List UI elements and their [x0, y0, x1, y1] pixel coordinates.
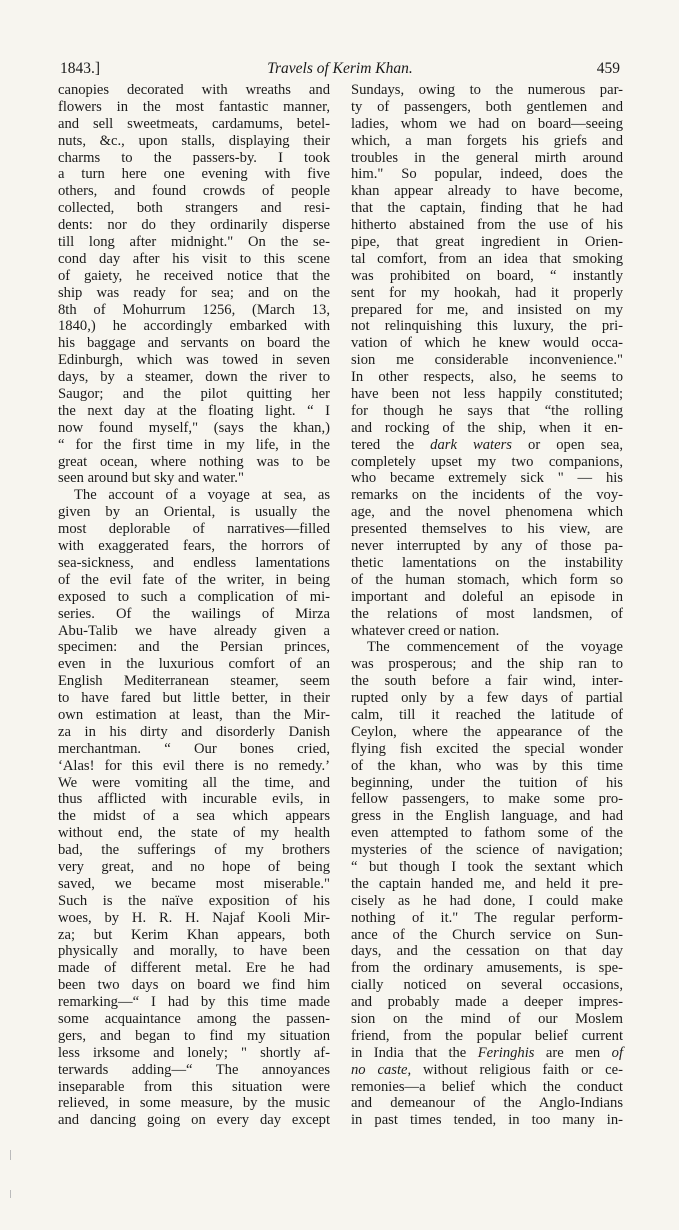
- text-span: ty of passengers, both gentlemen and: [351, 98, 623, 115]
- text-line: [58, 285, 330, 302]
- text-span: “ but though I took the sextant which: [351, 858, 623, 875]
- text-span: for though he says that “the rolling: [351, 402, 623, 419]
- text-span: without end, the state of my health: [58, 825, 330, 842]
- text-span: The account of a voyage at sea, as: [74, 487, 330, 504]
- text-span: in past times tended, in too many in-: [351, 1112, 623, 1129]
- text-line: [351, 251, 623, 268]
- text-span: of the evil fate of the writer, in being: [58, 571, 330, 588]
- italic-text: Feringhis: [477, 1044, 535, 1061]
- text-span: vation of which he knew would occa-: [351, 335, 623, 352]
- text-line: [58, 200, 330, 217]
- text-span: rupted only by a few days of partial: [351, 690, 623, 707]
- text-line: [58, 1079, 330, 1096]
- text-line: [58, 758, 330, 775]
- text-line: [58, 234, 330, 251]
- text-span: flowers in the most fantastic manner,: [58, 98, 330, 115]
- text-span: and demeanour of the Anglo-Indians: [351, 1095, 623, 1112]
- text-line: [58, 910, 330, 927]
- text-line: [58, 470, 330, 487]
- text-line: [351, 1062, 623, 1079]
- text-line: [351, 420, 623, 437]
- text-span: remonies—a belief which the conduct: [351, 1078, 623, 1095]
- text-span: nothing of it." The regular perform-: [351, 909, 623, 926]
- text-line: [58, 876, 330, 893]
- text-line: [58, 183, 330, 200]
- text-span: nuts, &c., upon stalls, displaying their: [58, 132, 330, 149]
- text-span: age, and the novel phenomena which: [351, 504, 623, 521]
- text-line: [351, 927, 623, 944]
- running-header: [60, 60, 620, 82]
- text-span: of the khan, who was by this time: [351, 757, 623, 774]
- text-line: [58, 268, 330, 285]
- text-line: [351, 454, 623, 471]
- text-line: [351, 572, 623, 589]
- text-line: [351, 116, 623, 133]
- text-line: [58, 656, 330, 673]
- text-line: [58, 893, 330, 910]
- text-line: [58, 707, 330, 724]
- text-line: [351, 437, 623, 454]
- text-line: [351, 859, 623, 876]
- text-span: his baggage and servants on board the: [58, 335, 330, 352]
- text-span: ship was ready for sea; and on the: [58, 284, 330, 301]
- text-span: collected, both strangers and resi-: [58, 200, 330, 217]
- text-line: [58, 369, 330, 386]
- text-span: prepared for me, and insisted on my: [351, 301, 623, 318]
- text-line: [351, 758, 623, 775]
- text-span: the captain handed me, and held it pre-: [351, 875, 623, 892]
- italic-text: dark waters: [430, 436, 512, 453]
- text-line: [351, 825, 623, 842]
- text-line: [58, 572, 330, 589]
- text-span: very great, and no hope of being: [58, 858, 330, 875]
- text-line: [351, 724, 623, 741]
- text-span: that the captain, finding that he had: [351, 200, 623, 217]
- text-line: [58, 741, 330, 758]
- text-line: [351, 775, 623, 792]
- text-line: [58, 82, 330, 99]
- text-span: have been not less happily constituted;: [351, 386, 623, 403]
- text-span: important and doleful an episode in: [351, 588, 623, 605]
- text-line: [351, 487, 623, 504]
- text-span: woes, by H. R. H. Najaf Kooli Mir-: [58, 909, 330, 926]
- text-line: [58, 1011, 330, 1028]
- text-line: [58, 335, 330, 352]
- text-span: hitherto abstained from the use of his: [351, 217, 623, 234]
- text-span: physically and morally, to have been: [58, 943, 330, 960]
- italic-text: of: [611, 1044, 623, 1061]
- text-span: cially noticed on several occasions,: [351, 977, 623, 994]
- text-span: great ocean, where nothing was to be: [58, 453, 330, 470]
- text-span: gers, and began to find my situation: [58, 1027, 330, 1044]
- text-span: tered the: [351, 436, 431, 453]
- text-line: [351, 589, 623, 606]
- text-span: a turn here one evening with five: [58, 166, 330, 183]
- text-line: [58, 842, 330, 859]
- text-line: [58, 927, 330, 944]
- text-line: [58, 639, 330, 656]
- text-line: [351, 673, 623, 690]
- text-span: 8th of Mohurrum 1256, (March 13,: [58, 301, 330, 318]
- text-span: za in his dirty and disorderly Danish: [58, 723, 330, 740]
- text-line: [351, 1011, 623, 1028]
- text-line: [58, 386, 330, 403]
- text-line: [58, 943, 330, 960]
- text-span: tal comfort, from an idea that smoking: [351, 250, 623, 267]
- text-span: saved, we became most miserable.": [58, 875, 330, 892]
- text-span: him." So popular, indeed, does the: [351, 166, 623, 183]
- text-span: remarking—“ I had by this time made: [58, 994, 330, 1011]
- text-span: Edinburgh, which was towed in seven: [58, 352, 330, 369]
- text-line: [58, 166, 330, 183]
- text-span: days, and the cessation on that day: [351, 943, 623, 960]
- text-line: [351, 1028, 623, 1045]
- text-span: the relations of most landsmen, of: [351, 605, 623, 622]
- text-line: [58, 437, 330, 454]
- text-line: [58, 538, 330, 555]
- text-span: made of different metal. Ere he had: [58, 960, 330, 977]
- header-year: 1843.]: [60, 60, 101, 77]
- text-span: thus afflicted with incurable evils, in: [58, 791, 330, 808]
- text-line: [351, 318, 623, 335]
- text-span: presented themselves to his view, are: [351, 521, 623, 538]
- text-span: now found myself," (says the khan,): [58, 419, 330, 436]
- text-span: completely upset my two companions,: [351, 453, 623, 470]
- text-line: [58, 825, 330, 842]
- text-span: from the ordinary amusements, is spe-: [351, 960, 623, 977]
- text-line: [351, 470, 623, 487]
- text-span: canopies decorated with wreaths and: [58, 82, 330, 98]
- text-line: [58, 521, 330, 538]
- text-line: [351, 335, 623, 352]
- text-line: [351, 521, 623, 538]
- text-line: [351, 707, 623, 724]
- text-span: cisely as he had done, I could make: [351, 892, 623, 909]
- text-span: even attempted to fathom some of the: [351, 825, 623, 842]
- text-line: [351, 302, 623, 319]
- text-line: [351, 842, 623, 859]
- text-span: exposed to such a complication of mi-: [58, 588, 330, 605]
- text-span: are men: [534, 1044, 612, 1061]
- text-span: troubles in the general mirth around: [351, 149, 623, 166]
- text-line: [58, 133, 330, 150]
- text-line: [351, 183, 623, 200]
- text-span: without religious faith or ce-: [411, 1061, 623, 1078]
- text-line: [351, 639, 623, 656]
- text-span: Such is the naïve exposition of his: [58, 892, 330, 909]
- text-span: others, and found crowds of people: [58, 183, 330, 200]
- text-line: [58, 589, 330, 606]
- text-line: [58, 318, 330, 335]
- text-span: series. Of the wailings of Mirza: [58, 605, 330, 622]
- text-line: [351, 876, 623, 893]
- text-span: pipe, that great ingredient in Orien-: [351, 234, 623, 251]
- text-line: [58, 116, 330, 133]
- text-line: [351, 386, 623, 403]
- text-line: [58, 724, 330, 741]
- text-line: [351, 960, 623, 977]
- text-line: [58, 791, 330, 808]
- text-line: [351, 369, 623, 386]
- text-line: [351, 133, 623, 150]
- text-line: [351, 504, 623, 521]
- text-span: calm, till it reached the latitude of: [351, 706, 623, 723]
- text-span: za; but Kerim Khan appears, both: [58, 926, 330, 943]
- text-span: which, a man forgets his griefs and: [351, 132, 623, 149]
- text-line: [351, 352, 623, 369]
- text-span: to have fared but little better, in their: [58, 690, 330, 707]
- text-span: fellow passengers, to make some pro-: [351, 791, 623, 808]
- text-line: [351, 234, 623, 251]
- text-line: [351, 1045, 623, 1062]
- text-line: [351, 99, 623, 116]
- text-line: [58, 150, 330, 167]
- text-span: days, by a steamer, down the river to: [58, 369, 330, 386]
- text-line: [58, 623, 330, 640]
- text-span: in India that the: [351, 1044, 478, 1061]
- text-span: terwards adding—“ The annoyances: [58, 1061, 330, 1078]
- left-column: [58, 82, 330, 1129]
- text-line: [58, 504, 330, 521]
- text-span: flying fish excited the special wonder: [351, 740, 623, 757]
- text-span: Saugor; and the pilot quitting her: [58, 386, 330, 403]
- text-span: was prosperous; and the ship ran to: [351, 656, 623, 673]
- text-line: [58, 302, 330, 319]
- text-line: [351, 200, 623, 217]
- text-line: [351, 977, 623, 994]
- text-span: and dancing going on every day except: [58, 1112, 330, 1129]
- text-line: [351, 1112, 623, 1129]
- text-line: [351, 791, 623, 808]
- text-span: the south before a fair wind, inter-: [351, 673, 623, 690]
- text-span: English Mediterranean steamer, seem: [58, 673, 330, 690]
- text-line: [351, 656, 623, 673]
- text-span: even in the luxurious comfort of an: [58, 656, 330, 673]
- text-span: own estimation at least, than the Mir-: [58, 706, 330, 723]
- text-line: [58, 1062, 330, 1079]
- text-line: [58, 606, 330, 623]
- text-span: of the human stomach, which form so: [351, 571, 623, 588]
- text-span: merchantman. “ Our bones cried,: [58, 740, 330, 757]
- text-span: 1840,) he accordingly embarked with: [58, 318, 330, 335]
- text-line: [58, 1095, 330, 1112]
- text-span: Sundays, owing to the numerous par-: [351, 82, 623, 98]
- text-span: or open sea,: [511, 436, 623, 453]
- text-span: been two days on board we find him: [58, 977, 330, 994]
- text-line: [351, 403, 623, 420]
- text-line: [351, 994, 623, 1011]
- text-span: ‘Alas! for this evil there is no remedy.’: [58, 757, 330, 774]
- text-line: [58, 555, 330, 572]
- text-span: dents: nor do they ordinarily disperse: [58, 217, 330, 234]
- text-line: [58, 859, 330, 876]
- text-span: beginning, under the tuition of his: [351, 774, 623, 791]
- text-line: [58, 1045, 330, 1062]
- text-line: [351, 910, 623, 927]
- text-span: the next day at the floating light. “ I: [58, 402, 330, 419]
- text-line: [351, 538, 623, 555]
- text-span: cond day after his visit to this scene: [58, 250, 330, 267]
- text-line: [351, 606, 623, 623]
- text-line: [58, 1112, 330, 1129]
- text-line: [58, 420, 330, 437]
- header-title: Travels of Kerim Khan.: [267, 60, 413, 77]
- text-span: and sell sweetmeats, cardamums, betel-: [58, 115, 330, 132]
- text-span: remarks on the incidents of the voy-: [351, 487, 623, 504]
- text-line: [58, 960, 330, 977]
- text-line: [351, 1079, 623, 1096]
- text-span: gress in the English language, and had: [351, 808, 623, 825]
- text-line: [58, 251, 330, 268]
- text-span: who became extremely sick " — his: [351, 470, 623, 487]
- text-line: [351, 690, 623, 707]
- text-line: [58, 403, 330, 420]
- text-span: less irksome and lonely; " shortly af-: [58, 1044, 330, 1061]
- text-span: friend, from the popular belief current: [351, 1027, 623, 1044]
- text-span: never interrupted by any of those pa-: [351, 538, 623, 555]
- text-line: [58, 808, 330, 825]
- text-span: thetic lamentations on the instability: [351, 554, 623, 571]
- text-span: ladies, whom we had on board—seeing: [351, 115, 623, 132]
- page-number: 459: [596, 60, 620, 77]
- text-span: inseparable from this situation were: [58, 1078, 330, 1095]
- right-column: [351, 82, 623, 1129]
- text-line: [58, 454, 330, 471]
- text-span: most deplorable of narratives—filled: [58, 521, 330, 538]
- text-span: given by an Oriental, is usually the: [58, 504, 330, 521]
- text-line: [351, 555, 623, 572]
- text-span: and probably made a deeper impres-: [351, 994, 623, 1011]
- text-line: [58, 352, 330, 369]
- text-span: of gaiety, he received notice that the: [58, 267, 330, 284]
- text-span: sion me considerable inconvenience.": [351, 352, 623, 369]
- text-span: and rocking of the ship, when it en-: [351, 419, 623, 436]
- text-span: the midst of a sea which appears: [58, 808, 330, 825]
- text-line: [58, 487, 330, 504]
- text-line: [351, 268, 623, 285]
- text-line: [351, 217, 623, 234]
- text-line: [58, 217, 330, 234]
- text-span: till long after midnight." On the se-: [58, 234, 330, 251]
- text-span: with exaggerated fears, the horrors of: [58, 538, 330, 555]
- text-span: sea-sickness, and endless lamentations: [58, 554, 330, 571]
- text-line: [351, 741, 623, 758]
- margin-mark: [10, 1190, 11, 1198]
- text-span: Ceylon, where the appearance of the: [351, 723, 623, 740]
- text-line: [351, 1095, 623, 1112]
- text-span: not relinquishing this luxury, the pri-: [351, 318, 623, 335]
- text-line: [58, 690, 330, 707]
- text-span: relieved, in some measure, by the music: [58, 1095, 330, 1112]
- margin-mark: [10, 1150, 11, 1160]
- text-span: bad, the sufferings of my brothers: [58, 842, 330, 859]
- text-span: whatever creed or nation.: [351, 622, 500, 639]
- text-span: We were vomiting all the time, and: [58, 774, 330, 791]
- text-line: [351, 623, 623, 640]
- text-line: [351, 285, 623, 302]
- text-span: charms to the passers-by. I took: [58, 149, 330, 166]
- text-span: sion on the mind of our Moslem: [351, 1010, 623, 1027]
- text-line: [351, 82, 623, 99]
- text-line: [58, 1028, 330, 1045]
- text-span: ance of the Church service on Sun-: [351, 926, 623, 943]
- text-line: [58, 994, 330, 1011]
- text-span: mysteries of the science of navigation;: [351, 842, 623, 859]
- text-span: In other respects, also, he seems to: [351, 369, 623, 386]
- text-line: [351, 943, 623, 960]
- text-span: Abu-Talib we have already given a: [58, 622, 330, 639]
- text-line: [58, 775, 330, 792]
- text-line: [58, 673, 330, 690]
- text-line: [351, 808, 623, 825]
- text-line: [351, 166, 623, 183]
- text-span: some acquaintance among the passen-: [58, 1010, 330, 1027]
- text-line: [58, 977, 330, 994]
- text-span: khan appear already to have become,: [351, 183, 623, 200]
- text-span: seen around but sky and water.": [58, 470, 244, 487]
- text-line: [58, 99, 330, 116]
- text-line: [351, 150, 623, 167]
- text-span: “ for the first time in my life, in the: [58, 436, 330, 453]
- text-span: was prohibited on board, “ instantly: [351, 267, 623, 284]
- text-span: specimen: and the Persian princes,: [58, 639, 330, 656]
- text-span: sent for my hookah, had it properly: [351, 284, 623, 301]
- text-span: The commencement of the voyage: [367, 639, 623, 656]
- italic-text: no caste,: [351, 1061, 412, 1078]
- text-line: [351, 893, 623, 910]
